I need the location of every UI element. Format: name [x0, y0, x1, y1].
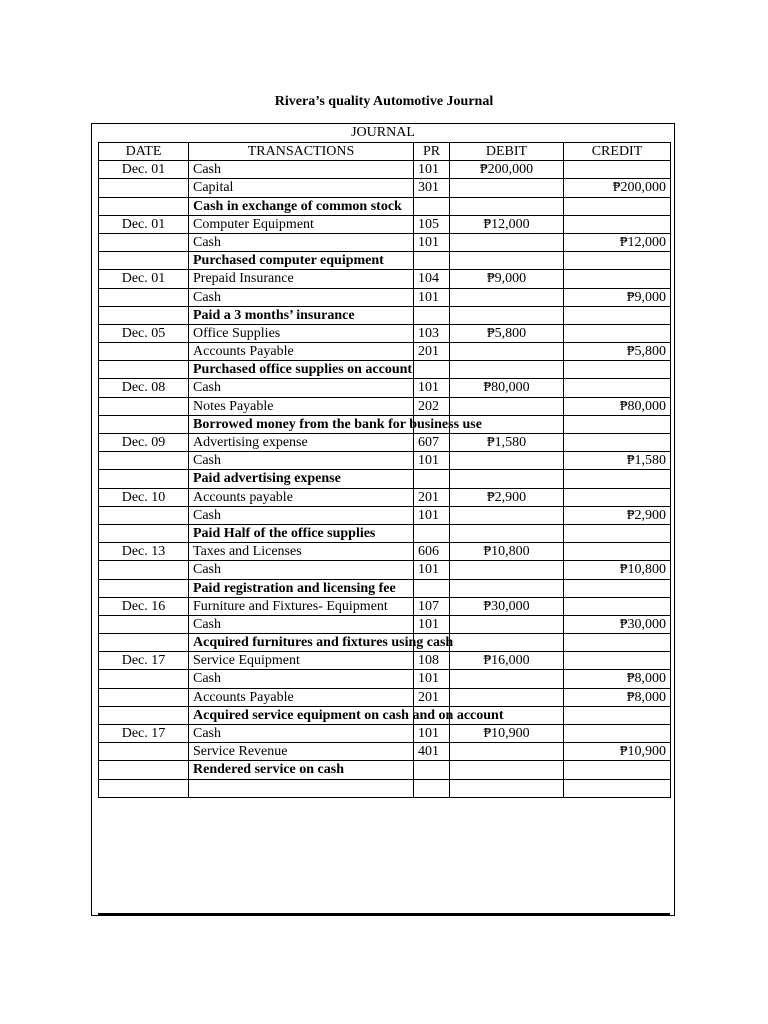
cell-pr: 202	[414, 397, 450, 415]
cell-pr	[414, 524, 450, 542]
cell-transaction: Accounts Payable	[189, 688, 414, 706]
cell-transaction: Advertising expense	[189, 434, 414, 452]
cell-debit: ₱5,800	[450, 324, 564, 342]
journal-label: JOURNAL	[351, 125, 415, 140]
cell-debit: ₱200,000	[450, 161, 564, 179]
cell-pr: 104	[414, 270, 450, 288]
cell-credit	[564, 324, 671, 342]
cell-debit	[450, 288, 564, 306]
cell-transaction	[189, 779, 414, 797]
cell-transaction: Service Revenue	[189, 743, 414, 761]
cell-credit: ₱8,000	[564, 670, 671, 688]
cell-transaction: Rendered service on cash	[189, 761, 414, 779]
cell-debit	[450, 634, 564, 652]
cell-debit: ₱9,000	[450, 270, 564, 288]
cell-debit	[450, 561, 564, 579]
cell-debit	[450, 615, 564, 633]
cell-date: Dec. 17	[99, 652, 189, 670]
cell-debit	[450, 361, 564, 379]
cell-debit	[450, 233, 564, 251]
table-row	[99, 725, 671, 743]
cell-date: Dec. 05	[99, 324, 189, 342]
table-row	[99, 670, 671, 688]
cell-transaction: Cash in exchange of common stock	[189, 197, 414, 215]
cell-credit: ₱200,000	[564, 179, 671, 197]
cell-date: Dec. 17	[99, 725, 189, 743]
cell-credit	[564, 634, 671, 652]
table-row	[99, 415, 671, 433]
cell-credit	[564, 470, 671, 488]
cell-debit	[450, 761, 564, 779]
table-row	[99, 306, 671, 324]
table-row	[99, 761, 671, 779]
table-row	[99, 343, 671, 361]
cell-date: Dec. 08	[99, 379, 189, 397]
table-row	[99, 743, 671, 761]
table-row	[99, 543, 671, 561]
cell-pr: 101	[414, 506, 450, 524]
cell-debit	[450, 470, 564, 488]
cell-pr: 101	[414, 379, 450, 397]
cell-pr: 101	[414, 161, 450, 179]
cell-date: Dec. 13	[99, 543, 189, 561]
table-row	[99, 397, 671, 415]
table-row	[99, 470, 671, 488]
table-row	[99, 288, 671, 306]
cell-debit: ₱10,800	[450, 543, 564, 561]
cell-debit: ₱80,000	[450, 379, 564, 397]
cell-pr: 103	[414, 324, 450, 342]
cell-date	[99, 452, 189, 470]
cell-debit	[450, 343, 564, 361]
cell-pr: 108	[414, 652, 450, 670]
cell-credit: ₱12,000	[564, 233, 671, 251]
cell-date	[99, 743, 189, 761]
table-row	[99, 579, 671, 597]
table-row	[99, 706, 671, 724]
cell-transaction: Accounts Payable	[189, 343, 414, 361]
cell-date	[99, 306, 189, 324]
cell-credit	[564, 215, 671, 233]
table-row	[99, 488, 671, 506]
cell-credit: ₱10,900	[564, 743, 671, 761]
cell-credit: ₱9,000	[564, 288, 671, 306]
cell-pr: 101	[414, 288, 450, 306]
cell-debit: ₱1,580	[450, 434, 564, 452]
cell-transaction: Service Equipment	[189, 652, 414, 670]
cell-credit	[564, 706, 671, 724]
cell-date	[99, 397, 189, 415]
cell-date	[99, 634, 189, 652]
table-row	[99, 361, 671, 379]
cell-transaction: Capital	[189, 179, 414, 197]
bottom-rule	[98, 913, 670, 915]
table-row	[99, 233, 671, 251]
cell-date	[99, 179, 189, 197]
cell-pr: 101	[414, 452, 450, 470]
table-row	[99, 434, 671, 452]
cell-date	[99, 343, 189, 361]
cell-transaction: Acquired furnitures and fixtures using cash	[189, 634, 414, 652]
cell-debit: ₱16,000	[450, 652, 564, 670]
cell-transaction: Cash	[189, 506, 414, 524]
cell-date	[99, 615, 189, 633]
cell-debit: ₱2,900	[450, 488, 564, 506]
table-row	[99, 379, 671, 397]
cell-pr: 107	[414, 597, 450, 615]
table-row	[99, 270, 671, 288]
cell-transaction: Cash	[189, 725, 414, 743]
cell-date	[99, 779, 189, 797]
cell-debit	[450, 306, 564, 324]
cell-debit: ₱10,900	[450, 725, 564, 743]
table-row	[99, 179, 671, 197]
cell-transaction: Cash	[189, 233, 414, 251]
cell-date: Dec. 01	[99, 215, 189, 233]
cell-debit	[450, 452, 564, 470]
cell-debit	[450, 197, 564, 215]
cell-pr	[414, 252, 450, 270]
cell-date	[99, 579, 189, 597]
cell-transaction: Cash	[189, 288, 414, 306]
table-row	[99, 688, 671, 706]
cell-credit	[564, 725, 671, 743]
cell-credit: ₱30,000	[564, 615, 671, 633]
cell-transaction: Cash	[189, 561, 414, 579]
cell-date: Dec. 01	[99, 270, 189, 288]
cell-date: Dec. 01	[99, 161, 189, 179]
cell-date: Dec. 16	[99, 597, 189, 615]
cell-pr	[414, 306, 450, 324]
cell-transaction: Paid advertising expense	[189, 470, 414, 488]
cell-debit	[450, 506, 564, 524]
table-row	[99, 452, 671, 470]
cell-pr: 101	[414, 561, 450, 579]
cell-date	[99, 670, 189, 688]
table-row	[99, 634, 671, 652]
table-row	[99, 506, 671, 524]
cell-credit	[564, 434, 671, 452]
cell-debit: ₱30,000	[450, 597, 564, 615]
cell-pr: 101	[414, 233, 450, 251]
page-title: Rivera’s quality Automotive Journal	[274, 94, 494, 109]
cell-pr	[414, 470, 450, 488]
cell-pr	[414, 361, 450, 379]
cell-date	[99, 561, 189, 579]
cell-credit	[564, 197, 671, 215]
cell-debit	[450, 397, 564, 415]
header-row	[99, 143, 671, 161]
cell-date	[99, 506, 189, 524]
cell-transaction: Computer Equipment	[189, 215, 414, 233]
cell-pr: 101	[414, 615, 450, 633]
column-header-date: DATE	[99, 143, 189, 161]
table-row	[99, 561, 671, 579]
cell-credit: ₱1,580	[564, 452, 671, 470]
cell-debit	[450, 252, 564, 270]
cell-transaction: Office Supplies	[189, 324, 414, 342]
cell-date	[99, 470, 189, 488]
column-header-transactions: TRANSACTIONS	[189, 143, 414, 161]
journal-table	[98, 142, 671, 798]
table-row	[99, 597, 671, 615]
table-row	[99, 652, 671, 670]
table-row	[99, 252, 671, 270]
cell-transaction: Purchased computer equipment	[189, 252, 414, 270]
cell-transaction: Cash	[189, 379, 414, 397]
cell-transaction: Acquired service equipment on cash and on account	[189, 706, 414, 724]
cell-debit	[450, 670, 564, 688]
cell-transaction: Cash	[189, 161, 414, 179]
cell-transaction: Borrowed money from the bank for business use	[189, 415, 414, 433]
cell-credit	[564, 161, 671, 179]
cell-credit	[564, 579, 671, 597]
cell-transaction: Paid registration and licensing fee	[189, 579, 414, 597]
column-header-credit: CREDIT	[564, 143, 671, 161]
cell-pr	[414, 579, 450, 597]
cell-transaction: Purchased office supplies on account	[189, 361, 414, 379]
cell-credit	[564, 597, 671, 615]
cell-credit	[564, 361, 671, 379]
cell-date: Dec. 09	[99, 434, 189, 452]
cell-date	[99, 197, 189, 215]
cell-pr: 105	[414, 215, 450, 233]
cell-pr: 606	[414, 543, 450, 561]
table-row	[99, 615, 671, 633]
cell-date	[99, 252, 189, 270]
cell-debit	[450, 779, 564, 797]
cell-credit	[564, 779, 671, 797]
cell-transaction: Furniture and Fixtures- Equipment	[189, 597, 414, 615]
cell-pr: 201	[414, 688, 450, 706]
cell-pr: 101	[414, 725, 450, 743]
table-row	[99, 779, 671, 797]
cell-credit	[564, 652, 671, 670]
cell-debit	[450, 579, 564, 597]
table-row	[99, 197, 671, 215]
cell-transaction: Paid a 3 months’ insurance	[189, 306, 414, 324]
column-header-pr: PR	[414, 143, 450, 161]
cell-date: Dec. 10	[99, 488, 189, 506]
table-row	[99, 524, 671, 542]
cell-transaction: Notes Payable	[189, 397, 414, 415]
cell-date	[99, 233, 189, 251]
cell-credit	[564, 270, 671, 288]
cell-date	[99, 524, 189, 542]
table-row	[99, 161, 671, 179]
cell-credit: ₱2,900	[564, 506, 671, 524]
cell-debit	[450, 179, 564, 197]
column-header-debit: DEBIT	[450, 143, 564, 161]
cell-transaction: Cash	[189, 670, 414, 688]
cell-transaction: Cash	[189, 452, 414, 470]
cell-debit	[450, 743, 564, 761]
cell-credit: ₱8,000	[564, 688, 671, 706]
cell-pr: 401	[414, 743, 450, 761]
cell-transaction: Paid Half of the office supplies	[189, 524, 414, 542]
cell-pr: 301	[414, 179, 450, 197]
cell-pr: 607	[414, 434, 450, 452]
cell-credit: ₱10,800	[564, 561, 671, 579]
cell-date	[99, 761, 189, 779]
cell-date	[99, 361, 189, 379]
cell-credit	[564, 379, 671, 397]
cell-debit	[450, 688, 564, 706]
cell-pr	[414, 197, 450, 215]
cell-date	[99, 706, 189, 724]
cell-date	[99, 415, 189, 433]
journal-body	[99, 161, 671, 798]
cell-credit	[564, 488, 671, 506]
cell-debit	[450, 524, 564, 542]
cell-date	[99, 288, 189, 306]
journal-frame	[91, 123, 675, 916]
cell-credit	[564, 761, 671, 779]
cell-credit	[564, 252, 671, 270]
table-row	[99, 215, 671, 233]
cell-pr: 201	[414, 488, 450, 506]
cell-transaction: Prepaid Insurance	[189, 270, 414, 288]
table-row	[99, 324, 671, 342]
cell-credit	[564, 415, 671, 433]
cell-transaction: Taxes and Licenses	[189, 543, 414, 561]
cell-pr	[414, 779, 450, 797]
cell-pr: 101	[414, 670, 450, 688]
cell-credit: ₱5,800	[564, 343, 671, 361]
cell-transaction: Cash	[189, 615, 414, 633]
cell-transaction: Accounts payable	[189, 488, 414, 506]
journal-header	[99, 143, 671, 161]
cell-credit	[564, 543, 671, 561]
cell-pr: 201	[414, 343, 450, 361]
cell-debit: ₱12,000	[450, 215, 564, 233]
cell-date	[99, 688, 189, 706]
cell-credit: ₱80,000	[564, 397, 671, 415]
cell-credit	[564, 306, 671, 324]
cell-credit	[564, 524, 671, 542]
cell-pr	[414, 761, 450, 779]
